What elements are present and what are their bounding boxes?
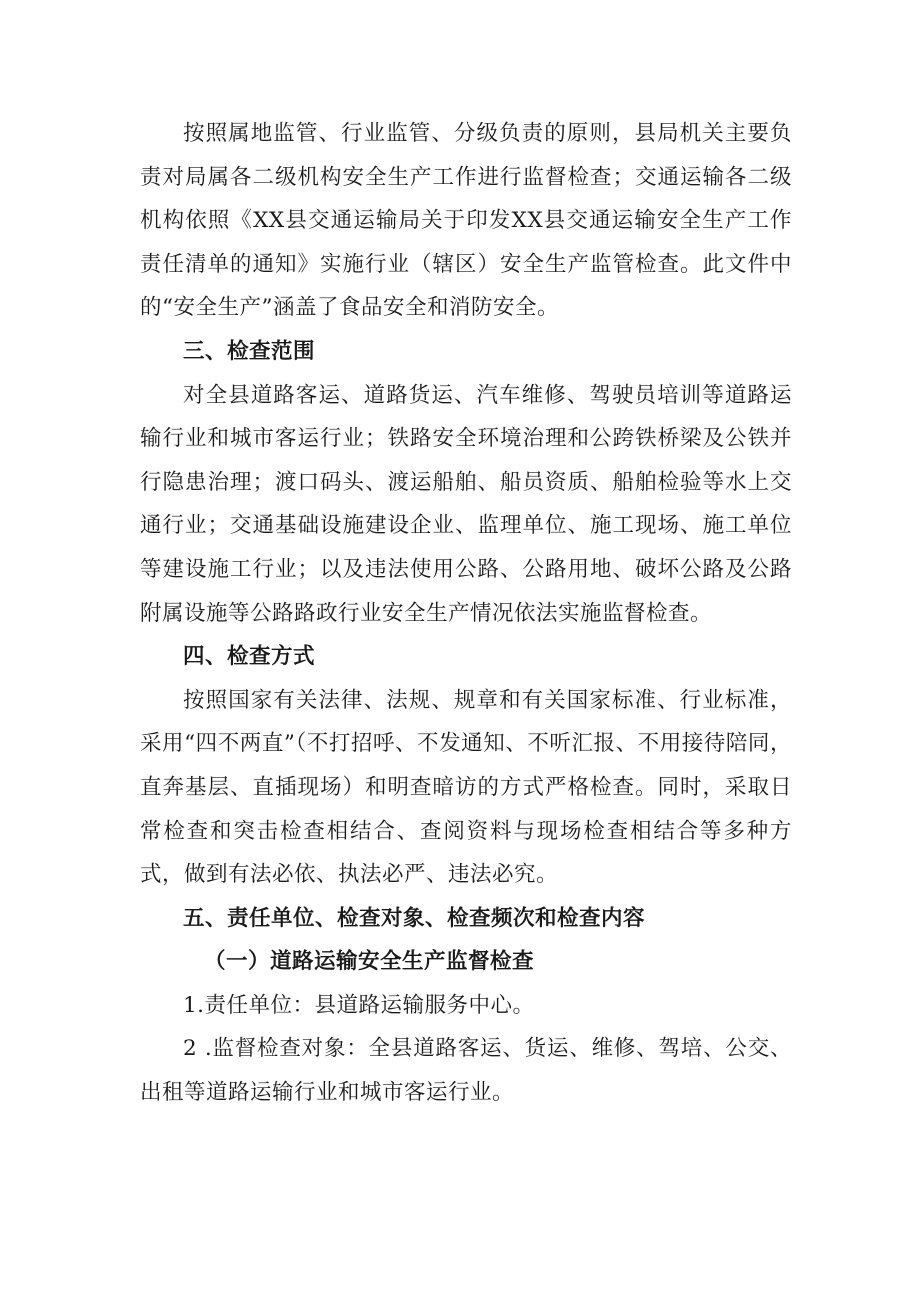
subsection-1-item-1: 1.责任单位：县道路运输服务中心。: [183, 992, 535, 1018]
document-page: [140, 112, 792, 1115]
section-4-heading: 四、检查方式: [183, 644, 316, 670]
subsection-1-item-2: 2 .监督检查对象：全县道路客运、货运、维修、驾培、公交、出租等道路运输行业和城市客运行业。: [140, 1036, 792, 1106]
subsection-1-heading: （一）道路运输安全生产监督检查: [204, 949, 535, 975]
section-3-paragraph: 对全县道路客运、道路货运、汽车维修、驾驶员培训等道路运输行业和城市客运行业；铁路安全环境治理和公跨铁桥梁及公铁并行隐患治理；渡口码头、渡运船舶、船员资质、船舶检验等水上交通行业；交通基础设施建设企业、监理单位、施工现场、施工单位等建设施工行业；以及违法使用公路、公路用地、破坏公路及公路附属设施等公路路政行业安全生产情况依法实施监督检查。: [140, 382, 792, 626]
intro-paragraph: 按照属地监管、行业监管、分级负责的原则，县局机关主要负责对局属各二级机构安全生产工作进行监督检查；交通运输各二级机构依照《XX县交通运输局关于印发XX县交通运输安全生产工作责任清单的通知》实施行业（辖区）安全生产监管检查。此文件中的“安全生产”涵盖了食品安全和消防安全。: [140, 121, 792, 321]
section-3-heading: 三、检查范围: [183, 338, 316, 364]
section-4-paragraph: 按照国家有关法律、法规、规章和有关国家标准、行业标准，采用“四不两直”（不打招呼、不发通知、不听汇报、不用接待陪同，直奔基层、直插现场）和明查暗访的方式严格检查。同时，采取日常检查和突击检查相结合、查阅资料与现场检查相结合等多种方式，做到有法必依、执法必严、违法必究。: [140, 687, 792, 888]
section-5-heading: 五、责任单位、检查对象、检查频次和检查内容: [183, 905, 646, 931]
